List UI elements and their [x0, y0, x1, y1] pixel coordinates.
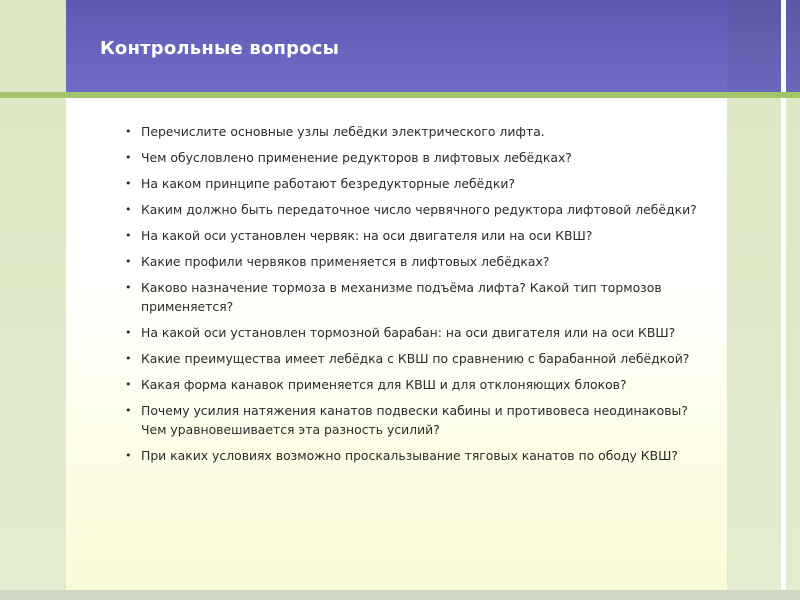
question-item: • На какой оси установлен тормозной барабан: на оси двигателя или на оси КВШ? [125, 325, 676, 340]
question-list [122, 122, 702, 472]
bullet-icon: • [125, 177, 132, 190]
question-item: • Каково назначение тормоза в механизме подъёма лифта? Какой тип тормозов применяется? [125, 280, 662, 314]
bullet-icon: • [125, 326, 132, 339]
bullet-icon: • [125, 449, 132, 462]
slide-title: Контрольные вопросы [100, 38, 340, 59]
bullet-icon: • [125, 352, 132, 365]
question-item: • При каких условиях возможно проскальзывание тяговых канатов по ободу КВШ? [125, 448, 678, 463]
bullet-icon: • [125, 229, 132, 242]
bullet-icon: • [125, 203, 132, 216]
bullet-icon: • [125, 404, 132, 417]
bullet-icon: • [125, 281, 132, 294]
question-item: • Перечислите основные узлы лебёдки электрического лифта. [125, 124, 545, 139]
bullet-icon: • [125, 255, 132, 268]
question-item: • На какой оси установлен червяк: на оси двигателя или на оси КВШ? [125, 228, 593, 243]
question-item: • Какие профили червяков применяется в лифтовых лебёдках? [125, 254, 550, 269]
question-item: • На каком принципе работают безредукторные лебёдки? [125, 176, 515, 191]
question-item: • Какие преимущества имеет лебёдка с КВШ по сравнению с барабанной лебёдкой? [125, 351, 690, 366]
left-side-panel [0, 0, 66, 600]
question-item: • Каким должно быть передаточное число червячного редуктора лифтовой лебёдки? [125, 202, 697, 217]
bottom-bar [0, 590, 800, 600]
bullet-icon: • [125, 151, 132, 164]
bullet-icon: • [125, 378, 132, 391]
question-item: • Почему усилия натяжения канатов подвески кабины и противовеса неодинаковы? Чем уравновешивается эта разность усилий? [125, 403, 688, 437]
question-item: • Какая форма канавок применяется для КВШ и для отклоняющих блоков? [125, 377, 627, 392]
bullet-icon: • [125, 125, 132, 138]
question-item: • Чем обусловлено применение редукторов в лифтовых лебёдках? [125, 150, 572, 165]
header-right-block [727, 0, 800, 92]
